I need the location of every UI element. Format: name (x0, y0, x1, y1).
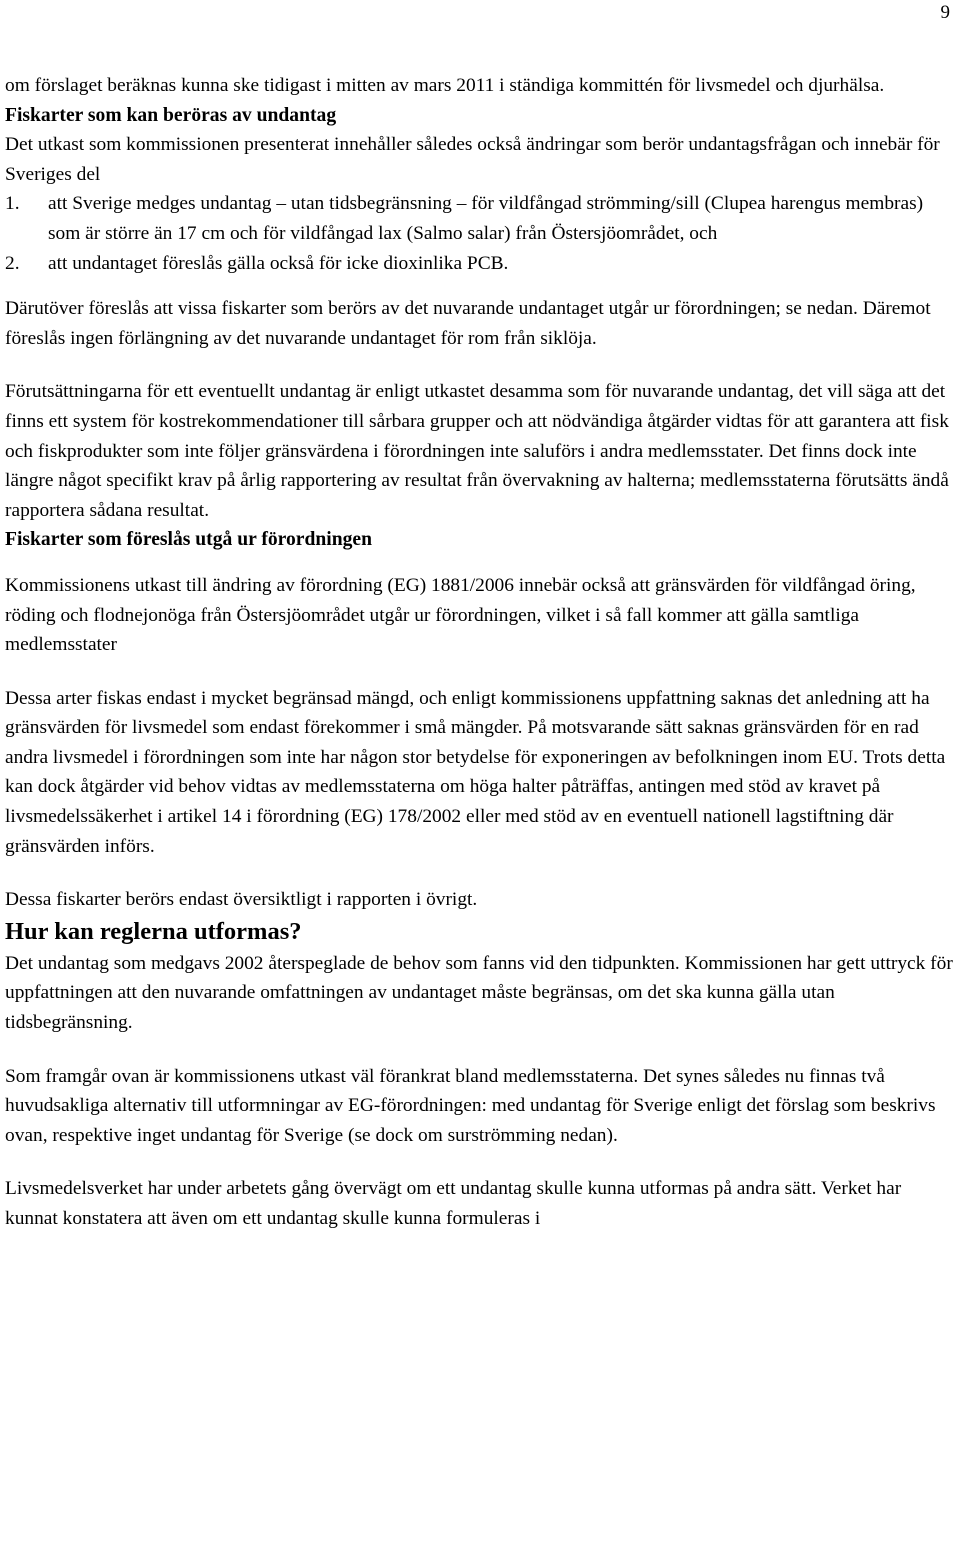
subheading-affected-species: Fiskarter som kan beröras av undantag (5, 104, 337, 126)
page-number: 9 (940, 2, 950, 23)
document-body (5, 71, 953, 1234)
section-heading-how: Hur kan reglerna utformas? (5, 917, 302, 945)
paragraph-prerequisites: Förutsättningarna för ett eventuellt undantag är enligt utkastet desamma som för nuvarande undantag, det vill säga att det finns ett system för kostrekommendationer till sårbara grupper och att nödvändiga åtgärder vidtas för att garantera att fisk och fiskprodukter som inte följer gränsvärdena i förordningen inte saluförs i andra medlemsstater. Det finns dock inte längre något specifikt krav på årlig rapportering av resultat från övervakning av halterna; medlemsstaterna förutsätts ändå rapportera sådana resultat. (5, 381, 949, 521)
paragraph-agency: Livsmedelsverket har under arbetets gång övervägt om ett undantag skulle kunna utformas på andra sätt. Verket har kunnat konstatera att även om ett undantag skulle kunna formuleras i (5, 1178, 902, 1229)
paragraph-intro-continuation: om förslaget beräknas kunna ske tidigast i mitten av mars 2011 i ständiga kommittén för livsmedel och djurhälsa. (5, 75, 885, 96)
list-number: 1. (5, 193, 20, 215)
paragraph-furthermore: Därutöver föreslås att vissa fiskarter som berörs av det nuvarande undantaget utgår ur förordningen; se nedan. Däremot föreslås ingen förlängning av det nuvarande undantaget för rom från siklöja. (5, 298, 931, 349)
numbered-list (5, 189, 953, 278)
list-number: 2. (5, 252, 20, 274)
subheading-removed-species: Fiskarter som föreslås utgå ur förordningen (5, 529, 373, 551)
paragraph-overview: Dessa fiskarter berörs endast översiktligt i rapporten i övrigt. (5, 889, 478, 911)
paragraph-draft-intro: Det utkast som kommissionen presenterat innehåller således också ändringar som berör undantagsfrågan och innebär för Sveriges del (5, 134, 940, 185)
paragraph-species-fished: Dessa arter fiskas endast i mycket begränsad mängd, och enligt kommissionens uppfattning saknas det anledning att ha gränsvärden för livsmedel som endast förekommer i små mängder. På motsvarande sätt saknas gränsvärden för en rad andra livsmedel i förordningen som inte har någon stor betydelse för exponeringen av befolkningen inom EU. Trots detta kan dock åtgärder vid behov vidtas av medlemsstaterna om höga halter påträffas, antingen med stöd av kravet på livsmedelssäkerhet i artikel 14 i förordning (EG) 178/2002 eller med stöd av en eventuell nationell lagstiftning där gränsvärden införs. (5, 687, 946, 857)
list-text: att undantaget föreslås gälla också för icke dioxinlika PCB. (48, 252, 509, 274)
paragraph-as-shown: Som framgår ovan är kommissionens utkast väl förankrat bland medlemsstaterna. Det synes således nu finnas två huvudsakliga alternativ till utformningar av EG-förordningen: med undantag för Sverige enligt det förslag som beskrivs ovan, respektive inget undantag för Sverige (se dock om surströmming nedan). (5, 1065, 936, 1146)
list-text: att Sverige medges undantag – utan tidsbegränsning – för vildfångad strömming/sill (Clupea harengus membras) som är större än 17 cm och för vildfångad lax (Salmo salar) från Östersjöområdet, och (48, 193, 924, 244)
paragraph-exemption-2002: Det undantag som medgavs 2002 återspeglade de behov som fanns vid den tidpunkten. Kommissionen har gett uttryck för uppfattningen att den nuvarande omfattningen av undantaget måste begränsas, om det ska kunna gälla utan tidsbegränsning. (5, 952, 953, 1034)
list-item (5, 249, 953, 279)
paragraph-commission-draft: Kommissionens utkast till ändring av förordning (EG) 1881/2006 innebär också att gränsvärden för vildfångad öring, röding och flodnejonöga från Östersjöområdet utgår ur förordningen, vilket i så fall kommer att gälla samtliga medlemsstater (5, 574, 916, 656)
list-item (5, 189, 953, 248)
